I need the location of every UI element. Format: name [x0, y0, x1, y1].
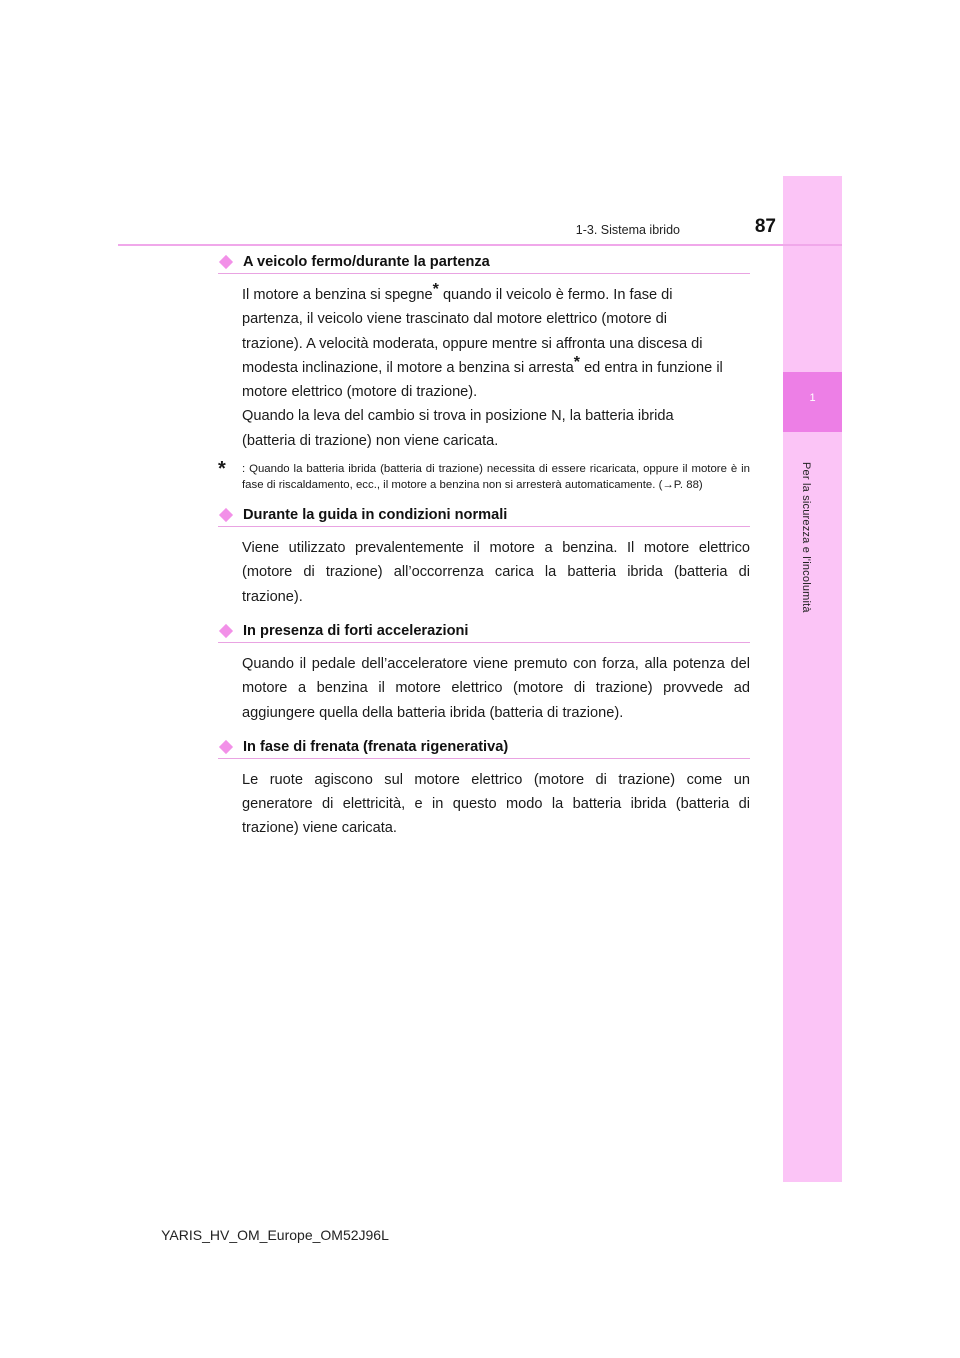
section-paragraph: Quando il pedale dell’acceleratore viene premuto con forza, alla potenza del motore a benzina il motore elettrico (motore di trazione) provvede ad aggiungere quella della batteria ibrida (batteria di trazione). — [242, 655, 750, 721]
footnote-text: : Quando la batteria ibrida (batteria di trazione) necessita di essere ricaricata, oppure il motore è in fase di riscaldamento, ecc., il motore a benzina non si arresterà automaticamente. (→P. 88) — [242, 463, 750, 492]
paragraph-line: modesta inclinazione, il motore a benzina si arresta* ed entra in funzione il — [242, 353, 723, 376]
header-section-title: 1-3. Sistema ibrido — [575, 223, 680, 237]
section-title: Durante la guida in condizioni normali — [243, 507, 508, 524]
chapter-number: 1 — [809, 392, 816, 404]
section-heading — [218, 507, 750, 527]
paragraph-line: Quando la leva del cambio si trova in posizione N, la batteria ibrida — [242, 408, 674, 425]
section-title: A veicolo fermo/durante la partenza — [243, 254, 490, 270]
section-paragraph: Le ruote agiscono sul motore elettrico (motore di trazione) come un generatore di elettricità, e in questo modo la batteria ibrida (batteria di trazione) viene caricata. — [242, 771, 750, 837]
section-heading — [218, 254, 750, 274]
footer — [0, 1227, 960, 1243]
paragraph-line: Il motore a benzina si spegne* quando il veicolo è fermo. In fase di — [242, 281, 673, 303]
section-paragraph — [242, 283, 750, 453]
paragraph-line: motore elettrico (motore di trazione). — [242, 384, 478, 401]
section-title: In fase di frenata (frenata rigenerativa) — [243, 738, 509, 755]
header-rule — [118, 244, 842, 246]
page-content — [218, 250, 750, 841]
chapter-side-tab — [783, 176, 842, 1182]
diamond-bullet-icon — [219, 255, 233, 269]
diamond-bullet-icon — [219, 740, 233, 754]
footnote-mark: * — [218, 458, 226, 481]
paragraph-line: (batteria di trazione) non viene caricata. — [242, 432, 499, 449]
diamond-bullet-icon — [219, 624, 233, 638]
section-paragraph: Viene utilizzato prevalentemente il motore a benzina. Il motore elettrico (motore di trazione) all’occorrenza carica la batteria ibrida (batteria di trazione). — [242, 540, 750, 605]
paragraph-line: trazione). A velocità moderata, oppure mentre si affronta una discesa di — [242, 335, 703, 352]
section-title: In presenza di forti accelerazioni — [243, 622, 469, 639]
asterisk-marker: * — [432, 281, 439, 298]
diamond-bullet-icon — [219, 508, 233, 522]
document-id: YARIS_HV_OM_Europe_OM52J96L — [161, 1227, 389, 1243]
page-number: 87 — [754, 216, 776, 237]
section-heading — [218, 739, 750, 759]
footnote — [218, 458, 750, 493]
paragraph-line: partenza, il veicolo viene trascinato dal motore elettrico (motore di — [242, 311, 668, 328]
asterisk-marker: * — [573, 353, 581, 371]
section-heading — [218, 623, 750, 643]
chapter-title: Per la sicurezza e l'incolumità — [800, 462, 812, 613]
